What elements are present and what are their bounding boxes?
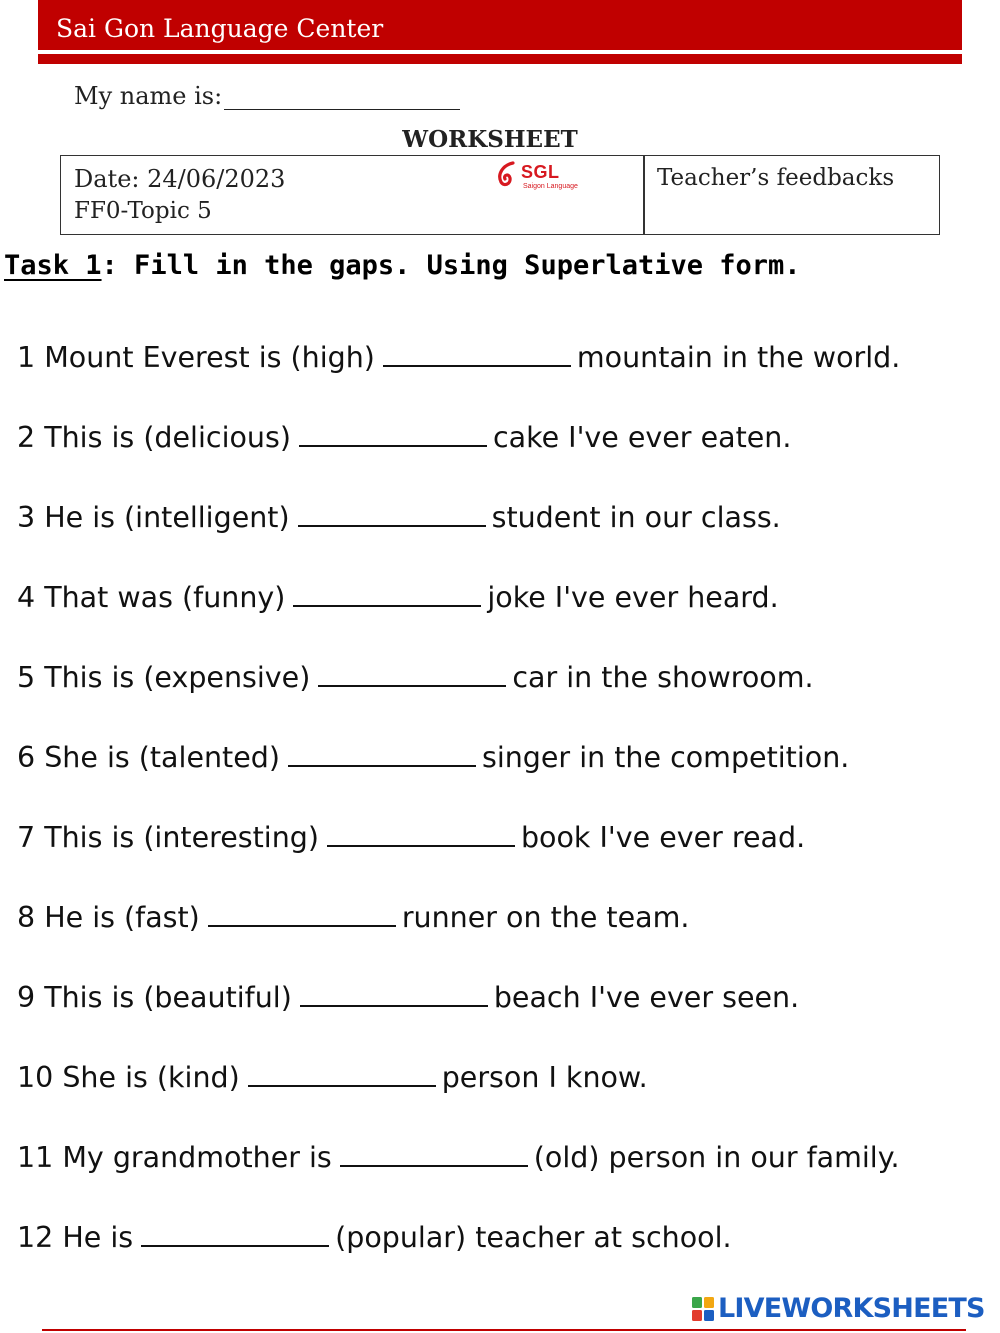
teacher-feedback-label: Teacher’s feedbacks <box>657 165 895 191</box>
answer-blank[interactable] <box>248 1057 436 1087</box>
question-before: 12 He is <box>17 1221 134 1254</box>
info-divider <box>643 156 645 234</box>
question-item <box>17 1137 900 1217</box>
question-after: beach I've ever seen. <box>493 981 800 1014</box>
sgl-logo <box>495 160 587 194</box>
question-before: 8 He is (fast) <box>17 901 200 934</box>
answer-blank[interactable] <box>293 577 481 607</box>
question-item <box>17 417 900 497</box>
task-heading <box>4 250 801 281</box>
answer-blank[interactable] <box>208 897 396 927</box>
question-before: 4 That was (funny) <box>17 581 286 614</box>
worksheet-title: WORKSHEET <box>402 126 578 153</box>
question-after: mountain in the world. <box>576 341 901 374</box>
question-item <box>17 1057 900 1137</box>
center-name: Sai Gon Language Center <box>56 14 384 43</box>
question-before: 7 This is (interesting) <box>17 821 319 854</box>
answer-blank[interactable] <box>300 977 488 1007</box>
date-text: Date: 24/06/2023 <box>74 165 286 193</box>
liveworksheets-brand: LIVEWORKSHEETS <box>718 1293 985 1324</box>
answer-blank[interactable] <box>288 737 476 767</box>
answer-blank[interactable] <box>327 817 515 847</box>
liveworksheets-logo-icon <box>692 1297 716 1323</box>
name-row <box>74 82 460 110</box>
answer-blank[interactable] <box>383 337 571 367</box>
logo-subtext: Saigon Language <box>523 183 578 190</box>
question-after: car in the showroom. <box>512 661 814 694</box>
question-after: joke I've ever heard. <box>487 581 779 614</box>
topic-text: FF0-Topic 5 <box>74 198 212 224</box>
logo-text: SGL <box>521 162 560 182</box>
answer-blank[interactable] <box>299 417 487 447</box>
question-before: 9 This is (beautiful) <box>17 981 292 1014</box>
question-before: 1 Mount Everest is (high) <box>17 341 375 374</box>
answer-blank[interactable] <box>318 657 506 687</box>
question-list <box>17 337 900 1297</box>
question-after: runner on the team. <box>401 901 690 934</box>
question-before: 10 She is (kind) <box>17 1061 240 1094</box>
question-item <box>17 577 900 657</box>
question-before: 11 My grandmother is <box>17 1141 332 1174</box>
question-item <box>17 897 900 977</box>
header-banner <box>38 0 962 50</box>
question-item <box>17 657 900 737</box>
question-after: student in our class. <box>491 501 781 534</box>
question-before: 3 He is (intelligent) <box>17 501 290 534</box>
question-after: book I've ever read. <box>520 821 806 854</box>
question-before: 5 This is (expensive) <box>17 661 311 694</box>
question-item <box>17 1217 900 1297</box>
header-divider <box>38 54 962 64</box>
sgl-swoosh-icon <box>495 160 521 192</box>
task-label: Task 1 <box>4 250 102 281</box>
answer-blank[interactable] <box>141 1217 329 1247</box>
question-after: (old) person in our family. <box>533 1141 900 1174</box>
question-after: singer in the competition. <box>481 741 850 774</box>
question-after: (popular) teacher at school. <box>335 1221 732 1254</box>
question-before: 2 This is (delicious) <box>17 421 291 454</box>
question-before: 6 She is (talented) <box>17 741 280 774</box>
question-after: cake I've ever eaten. <box>492 421 792 454</box>
question-item <box>17 977 900 1057</box>
info-table <box>60 155 940 235</box>
answer-blank[interactable] <box>298 497 486 527</box>
question-item <box>17 737 900 817</box>
name-blank[interactable] <box>224 85 460 110</box>
name-label: My name is: <box>74 82 223 110</box>
question-item <box>17 817 900 897</box>
question-item <box>17 497 900 577</box>
question-after: person I know. <box>441 1061 648 1094</box>
footer-divider <box>42 1329 966 1331</box>
answer-blank[interactable] <box>340 1137 528 1167</box>
task-instruction: : Fill in the gaps. Using Superlative form. <box>101 250 801 281</box>
question-item <box>17 337 900 417</box>
